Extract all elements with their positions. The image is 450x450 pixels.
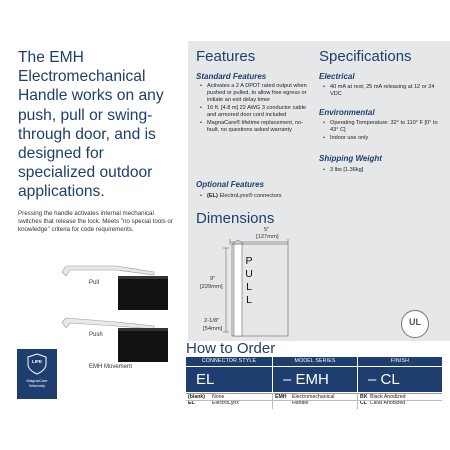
option-desc: Electromechanical Handle xyxy=(292,394,335,407)
list-item: • 16 ft. [4.8 m] 22 AWG 3 conductor cable and armored door cord included xyxy=(199,105,311,119)
width-dimension: 5" xyxy=(264,227,270,233)
shipping-list xyxy=(322,167,442,175)
environmental-list xyxy=(322,120,442,143)
connector-style-code xyxy=(186,367,272,392)
width-metric: [127mm] xyxy=(256,234,279,240)
connector-code-text: EL xyxy=(196,371,215,388)
option-row xyxy=(360,400,442,406)
list-item: • Activates a 2 A DPDT rated output when pushed or pulled, to allow free egress or initiate an exit delay timer xyxy=(199,83,311,103)
push-handle-illustration xyxy=(60,316,170,364)
dimension-drawing xyxy=(222,238,294,340)
model-series-header: MODEL SERIES xyxy=(273,357,357,366)
list-item: • Indoor use only xyxy=(322,135,442,142)
pull-handle-illustration xyxy=(60,262,170,312)
pull-label: Pull xyxy=(89,280,100,286)
list-item: • 40 mA at rest; 25 mA releasing at 12 or 24 VDC xyxy=(322,84,442,98)
push-label: Push xyxy=(89,332,103,338)
dimensions-title: Dimensions xyxy=(196,210,275,227)
option-desc: Black Anodized xyxy=(370,394,406,400)
warranty-badge xyxy=(17,349,57,399)
badge-title: LIFE xyxy=(32,359,42,364)
standard-features-title: Standard Features xyxy=(196,72,267,81)
connector-style-header: CONNECTOR STYLE xyxy=(186,357,272,366)
option-text: ElectroLynx® connectors xyxy=(219,193,282,199)
standard-features-list xyxy=(199,83,311,135)
model-options xyxy=(275,394,357,407)
specifications-title: Specifications xyxy=(319,48,412,65)
features-title: Features xyxy=(196,48,256,65)
shield-icon xyxy=(17,352,57,376)
finish-options xyxy=(360,394,442,407)
badge-text: MagnaCare Warranty xyxy=(26,378,48,388)
optional-features-list xyxy=(199,193,311,201)
option-code: EL xyxy=(188,400,195,407)
finish-code-text: – CL xyxy=(368,371,400,388)
finish-header: FINISH xyxy=(358,357,442,366)
list-item: • Operating Temperature: 32° to 110° F [0° to 43° C] xyxy=(322,120,442,134)
handle-pull-text: PULL xyxy=(245,255,253,306)
option-desc: Clear Anodized xyxy=(370,400,406,407)
divider xyxy=(272,393,273,409)
ul-mark-text: UL xyxy=(409,317,421,327)
order-title: How to Order xyxy=(186,340,276,357)
model-series-code xyxy=(273,367,357,392)
option-code: BK xyxy=(360,394,368,400)
divider xyxy=(357,393,358,409)
optional-features-title: Optional Features xyxy=(196,180,265,189)
option-code: CL xyxy=(360,400,367,407)
list-item: • MagnaCare® lifetime replacement, no-fault, no questions asked warranty xyxy=(199,120,311,134)
option-code: (EL) xyxy=(207,193,218,199)
list-item xyxy=(199,193,311,200)
option-row xyxy=(275,394,357,407)
connector-options xyxy=(188,394,272,407)
list-item: • 3 lbs [1.36kg] xyxy=(322,167,442,174)
option-desc: ElectroLynx xyxy=(212,400,239,407)
ul-listed-icon xyxy=(401,310,429,338)
depth-dimension: 2-1/8" xyxy=(204,318,220,324)
headline: The EMH Electromechanical Handle works on any push, pull or swing-through door, and is designed for specialized outdoor applications. xyxy=(18,49,164,201)
divider xyxy=(186,393,442,394)
option-code: (blank) xyxy=(188,394,206,400)
option-desc: None xyxy=(212,394,225,400)
shipping-title: Shipping Weight xyxy=(319,154,382,163)
height-metric: [229mm] xyxy=(200,284,223,290)
electrical-title: Electrical xyxy=(319,72,355,81)
depth-metric: [54mm] xyxy=(203,326,223,332)
finish-code xyxy=(358,367,442,392)
option-code: EMH xyxy=(275,394,287,400)
height-dimension: 9" xyxy=(210,276,216,282)
environmental-title: Environmental xyxy=(319,108,375,117)
option-row xyxy=(188,400,272,406)
model-code-text: – EMH xyxy=(283,371,329,388)
movement-label: EMH Movement xyxy=(89,364,133,370)
electrical-list xyxy=(322,84,442,99)
intro-text: Pressing the handle activates internal mechanical switches that release the lock. Meets "no special tools or knowledge" criteria for code requirements. xyxy=(18,210,173,233)
